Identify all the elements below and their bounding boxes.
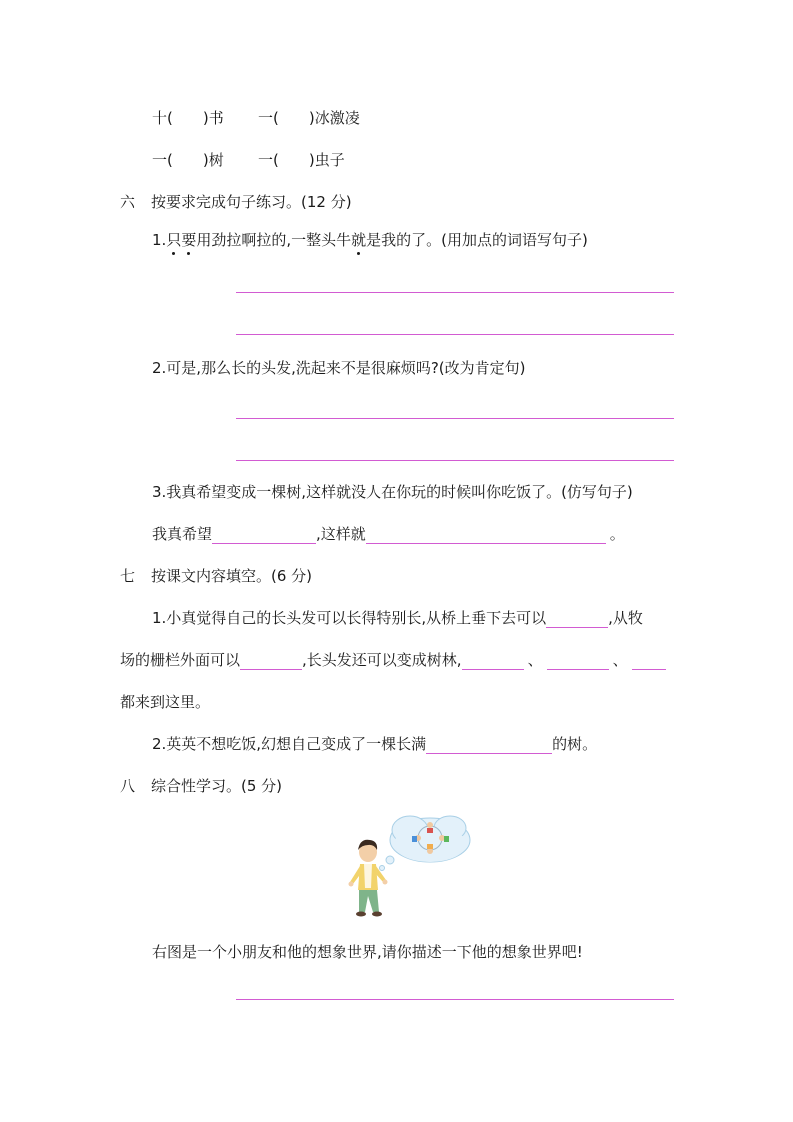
question-7-1-line2: 场的栅栏外面可以 ,长头发还可以变成树林, 、 、 <box>120 650 666 670</box>
section-number: 七 <box>120 567 136 585</box>
section-8-heading <box>120 776 282 796</box>
measure-word-item-bug: 一( )虫子 <box>258 151 345 169</box>
fill-blank[interactable] <box>212 527 316 544</box>
question-6-1: 1.只要用劲拉啊拉的,一整头牛就是我的了。(用加点的词语写句子) <box>152 231 588 249</box>
section-title: 按课文内容填空。(6 分) <box>151 567 313 585</box>
answer-line[interactable] <box>236 460 674 461</box>
fill-blank[interactable] <box>240 653 302 670</box>
question-7-1-line1: 1.小真觉得自己的长头发可以长得特别长,从桥上垂下去可以 ,从牧 <box>152 609 643 627</box>
section-title: 综合性学习。(5 分) <box>151 777 283 795</box>
fill-blank[interactable] <box>546 611 608 628</box>
section-6-heading <box>120 192 352 212</box>
section-title: 按要求完成句子练习。(12 分) <box>151 193 352 211</box>
answer-line[interactable] <box>236 418 674 419</box>
fill-blank[interactable] <box>547 653 609 670</box>
question-6-3-fill: 我真希望 ,这样就 。 <box>152 525 625 543</box>
fill-blank[interactable] <box>366 527 606 544</box>
answer-line[interactable] <box>236 999 674 1000</box>
fill-blank[interactable] <box>462 653 524 670</box>
answer-line[interactable] <box>236 334 674 335</box>
section-number: 六 <box>120 193 136 211</box>
fill-blank[interactable] <box>632 653 666 670</box>
section-7-heading <box>120 566 312 586</box>
question-8-prompt: 右图是一个小朋友和他的想象世界,请你描述一下他的想象世界吧! <box>152 943 583 961</box>
section-number: 八 <box>120 777 136 795</box>
question-6-2: 2.可是,那么长的头发,洗起来不是很麻烦吗?(改为肯定句) <box>152 359 526 377</box>
dotted-word-zhiyao: 只要 <box>166 231 197 249</box>
boy-imagination-illustration <box>346 808 476 922</box>
measure-word-item-book: 十( )书 <box>152 109 224 127</box>
question-7-2: 2.英英不想吃饭,幻想自己变成了一棵长满 的树。 <box>152 735 598 753</box>
measure-word-item-icecream: 一( )冰激凌 <box>258 109 360 127</box>
question-7-1-line3: 都来到这里。 <box>120 693 211 711</box>
dotted-word-jiu: 就 <box>351 231 367 249</box>
answer-line[interactable] <box>236 292 674 293</box>
fill-blank[interactable] <box>426 737 552 754</box>
thought-cloud-icon <box>380 816 471 871</box>
measure-word-item-tree: 一( )树 <box>152 151 224 169</box>
boy-icon <box>349 840 388 917</box>
question-6-3: 3.我真希望变成一棵树,这样就没人在你玩的时候叫你吃饭了。(仿写句子) <box>152 483 633 501</box>
